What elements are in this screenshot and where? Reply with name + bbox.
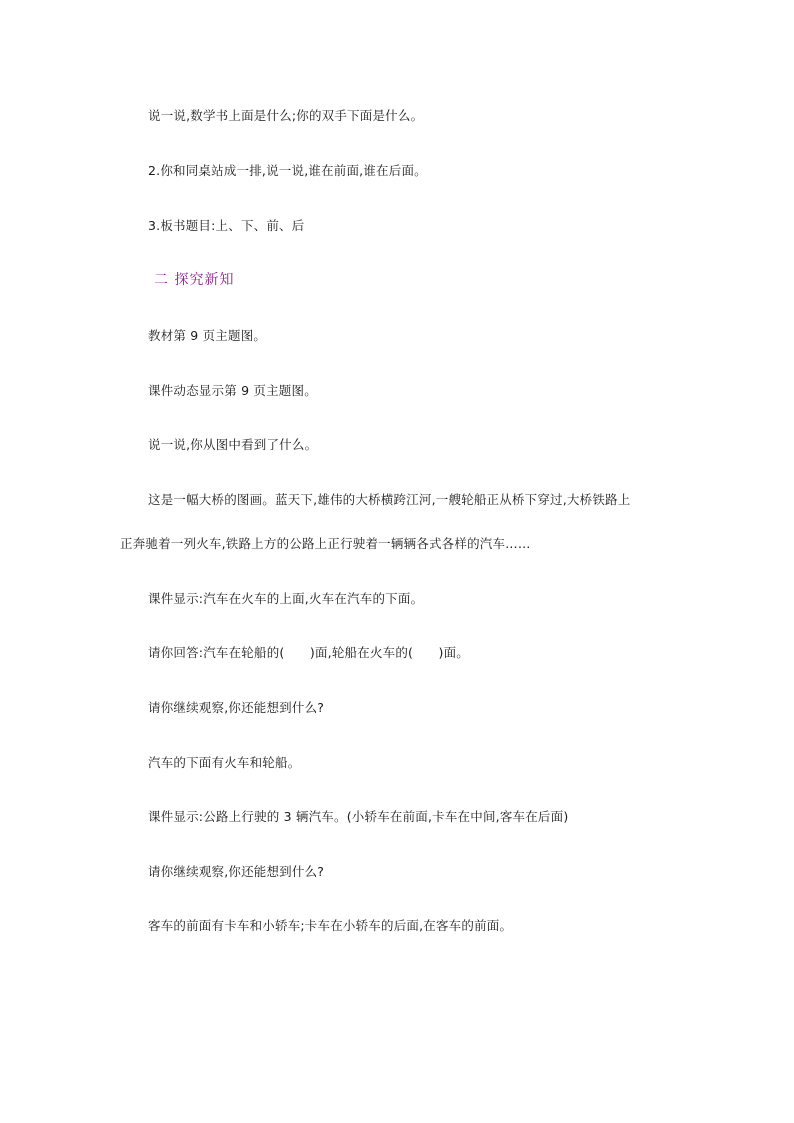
paragraph-11: 汽车的下面有火车和轮船。 [148, 755, 301, 770]
paragraph-1: 说一说,数学书上面是什么;你的双手下面是什么。 [148, 108, 424, 123]
paragraph-3: 3.板书题目:上、下、前、后 [148, 218, 305, 233]
paragraph-9: 请你回答:汽车在轮船的( )面,轮船在火车的( )面。 [148, 645, 469, 660]
paragraph-14: 客车的前面有卡车和小轿车;卡车在小轿车的后面,在客车的前面。 [148, 918, 513, 933]
section-heading: 二 探究新知 [154, 272, 235, 288]
paragraph-7-line-2: 正奔驰着一列火车,铁路上方的公路上正行驶着一辆辆各式各样的汽车…… [120, 536, 531, 551]
paragraph-13: 请你继续观察,你还能想到什么? [148, 864, 325, 879]
paragraph-12: 课件显示:公路上行驶的 3 辆汽车。(小轿车在前面,卡车在中间,客车在后面) [148, 809, 569, 824]
paragraph-4: 教材第 9 页主题图。 [148, 328, 267, 343]
paragraph-8: 课件显示:汽车在火车的上面,火车在汽车的下面。 [148, 591, 424, 606]
paragraph-5: 课件动态显示第 9 页主题图。 [148, 383, 317, 398]
paragraph-7-line-1: 这是一幅大桥的图画。蓝天下,雄伟的大桥横跨江河,一艘轮船正从桥下穿过,大桥铁路上 [148, 492, 631, 507]
paragraph-6: 说一说,你从图中看到了什么。 [148, 437, 318, 452]
paragraph-2: 2.你和同桌站成一排,说一说,谁在前面,谁在后面。 [148, 163, 427, 178]
paragraph-10: 请你继续观察,你还能想到什么? [148, 700, 325, 715]
